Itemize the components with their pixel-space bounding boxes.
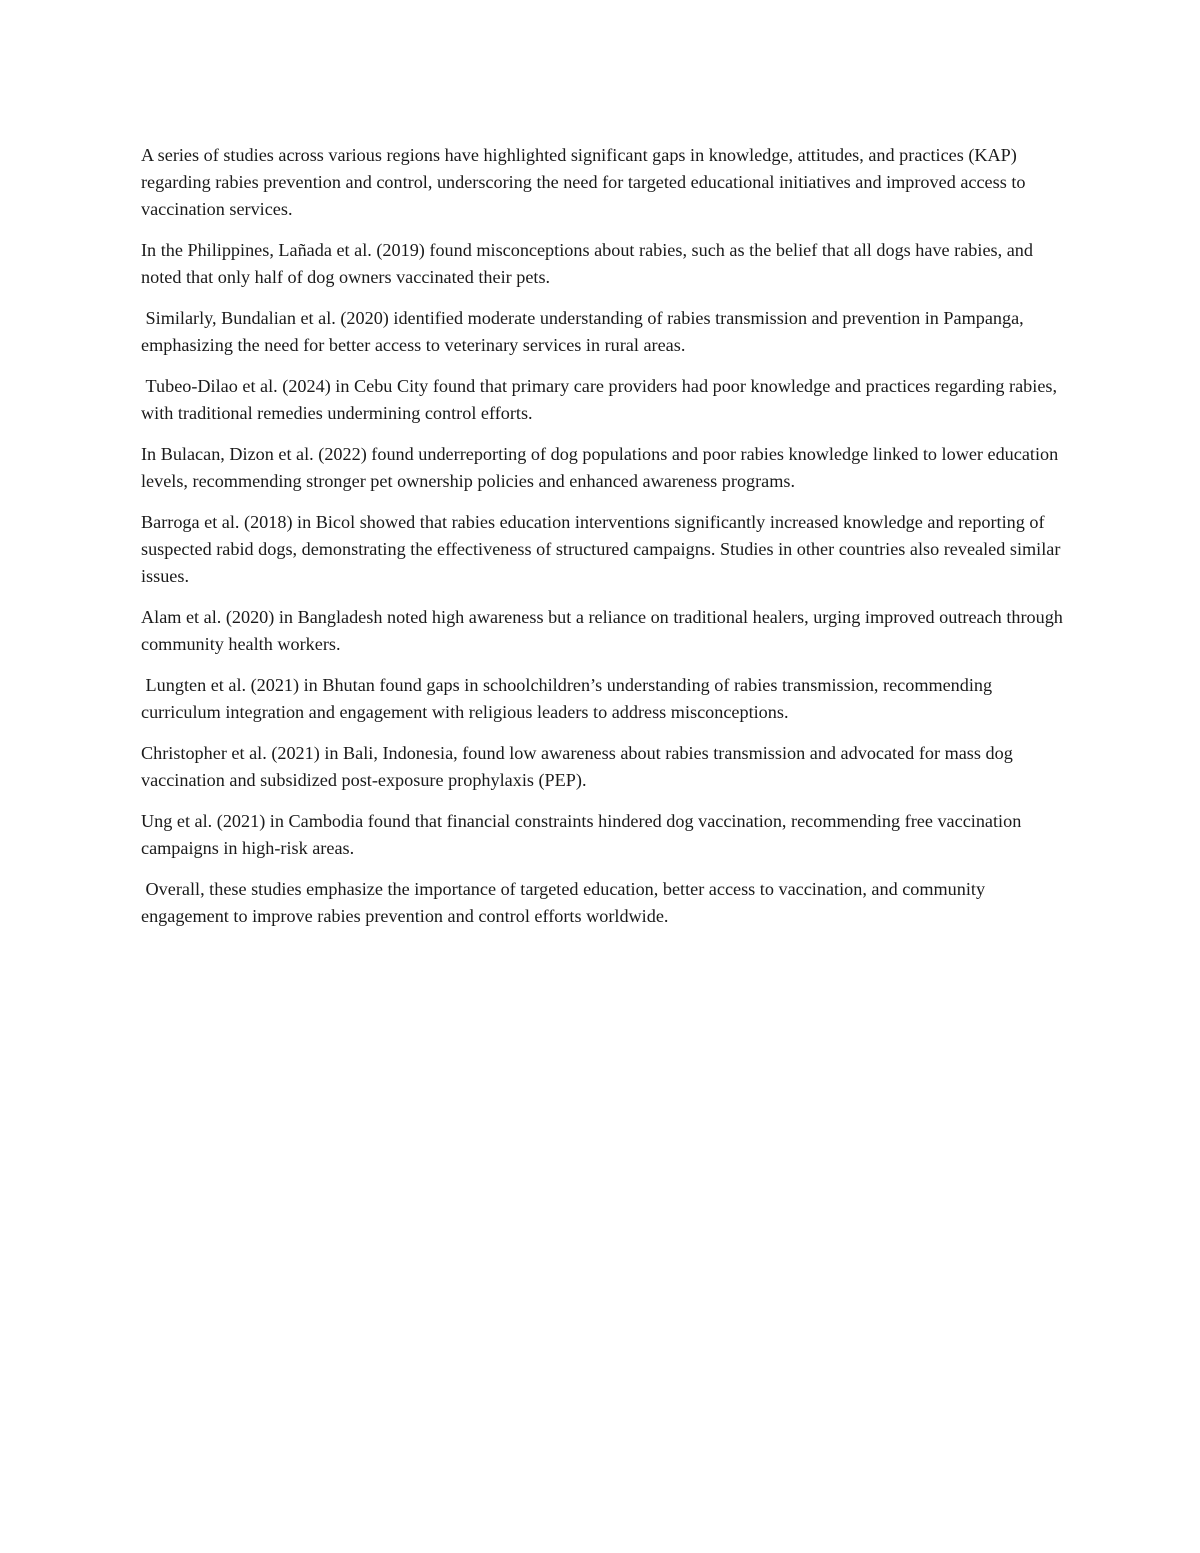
paragraph-lanada: In the Philippines, Lañada et al. (2019) found misconceptions about rabies, such as the belief that all dogs have rabies, and noted that only half of dog owners vaccinated their pets. [141,240,1038,287]
paragraph-intro: A series of studies across various regions have highlighted significant gaps in knowledge, attitudes, and practices (KAP) regarding rabies prevention and control, underscoring the need for targeted educational initiatives and improved access to vaccination services. [141,145,1031,219]
paragraph-tubeo-dilao: Tubeo-Dilao et al. (2024) in Cebu City found that primary care providers had poor knowledge and practices regarding rabies, with traditional remedies undermining control efforts. [141,376,1062,423]
paragraph-lungten: Lungten et al. (2021) in Bhutan found gaps in schoolchildren’s understanding of rabies transmission, recommending curriculum integration and engagement with religious leaders to address misconceptions. [141,675,997,722]
paragraph-barroga: Barroga et al. (2018) in Bicol showed that rabies education interventions significantly increased knowledge and reporting of suspected rabid dogs, demonstrating the effectiveness of structured campaigns. Studies in other countries also revealed similar issues. [141,512,1065,586]
paragraph-bundalian: Similarly, Bundalian et al. (2020) identified moderate understanding of rabies transmission and prevention in Pampanga, emphasizing the need for better access to veterinary services in rural areas. [141,308,1029,355]
paragraph-conclusion: Overall, these studies emphasize the importance of targeted education, better access to vaccination, and community engagement to improve rabies prevention and control efforts worldwide. [141,879,990,926]
paragraph-christopher: Christopher et al. (2021) in Bali, Indonesia, found low awareness about rabies transmission and advocated for mass dog vaccination and subsidized post-exposure prophylaxis (PEP). [141,743,1018,790]
document-body [141,142,1066,944]
paragraph-alam: Alam et al. (2020) in Bangladesh noted high awareness but a reliance on traditional healers, urging improved outreach through community health workers. [141,607,1068,654]
paragraph-ung: Ung et al. (2021) in Cambodia found that financial constraints hindered dog vaccination, recommending free vaccination campaigns in high-risk areas. [141,811,1026,858]
paragraph-dizon: In Bulacan, Dizon et al. (2022) found underreporting of dog populations and poor rabies knowledge linked to lower education levels, recommending stronger pet ownership policies and enhanced awareness programs. [141,444,1063,491]
